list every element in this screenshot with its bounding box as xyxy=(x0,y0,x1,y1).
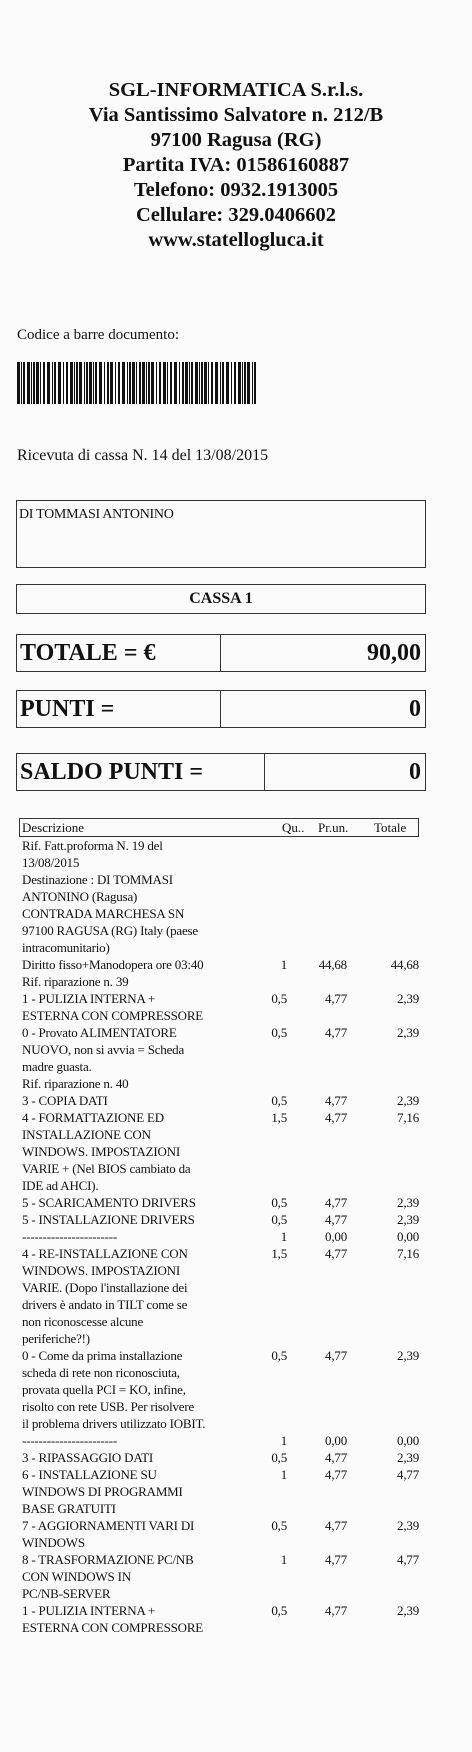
item-description-line: WINDOWS xyxy=(22,1535,85,1550)
item-row xyxy=(22,990,427,1024)
barcode-bar xyxy=(47,362,50,404)
item-unit-price: 4,77 xyxy=(325,1450,347,1465)
barcode-bar xyxy=(66,362,68,404)
barcode-bar xyxy=(238,362,241,404)
item-description-line: VARIE + (Nel BIOS cambiato da xyxy=(22,1161,191,1176)
saldo-punti-value: 0 xyxy=(264,753,426,791)
item-row xyxy=(22,1517,427,1551)
item-description-line: 1 - PULIZIA INTERNA + xyxy=(22,991,156,1006)
barcode-bar xyxy=(167,362,168,404)
item-quantity: 0,5 xyxy=(271,1195,287,1210)
item-description xyxy=(22,1466,262,1517)
item-description xyxy=(22,871,262,956)
item-description xyxy=(22,973,262,990)
item-unit-price: 4,77 xyxy=(325,1212,347,1227)
item-total: 7,16 xyxy=(397,1110,419,1125)
item-description-line: drivers è andato in TILT come se xyxy=(22,1297,188,1312)
item-description xyxy=(22,1194,262,1211)
item-description xyxy=(22,1517,262,1551)
item-description xyxy=(22,1109,262,1194)
item-quantity: 0,5 xyxy=(271,1025,287,1040)
barcode-bar xyxy=(247,362,250,404)
barcode-bar xyxy=(76,362,78,404)
barcode-bar xyxy=(31,362,32,404)
punti-label: PUNTI = xyxy=(16,690,221,728)
item-description-line: non riconoscesse alcune xyxy=(22,1314,144,1329)
barcode-bar xyxy=(86,362,88,404)
item-row xyxy=(22,1245,427,1347)
barcode-bar xyxy=(254,362,256,404)
barcode-bar xyxy=(58,362,61,404)
item-quantity: 1,5 xyxy=(271,1246,287,1261)
item-unit-price: 4,77 xyxy=(325,991,347,1006)
barcode-bar xyxy=(139,362,141,404)
header-quantity: Qu.. xyxy=(282,820,305,835)
item-quantity: 0,5 xyxy=(271,1348,287,1363)
barcode-label: Codice a barre documento: xyxy=(17,327,180,343)
barcode-bar xyxy=(215,362,218,404)
barcode-bar xyxy=(115,362,116,404)
barcode-bar xyxy=(195,362,198,404)
company-header xyxy=(0,78,472,253)
barcode-bar xyxy=(127,362,128,404)
item-description xyxy=(22,1075,262,1092)
item-description-line: madre guasta. xyxy=(22,1059,92,1074)
barcode-bar xyxy=(244,362,246,404)
item-description-line: CONTRADA MARCHESA SN xyxy=(22,906,185,921)
barcode-bar xyxy=(84,362,85,404)
item-description-line: ANTONINO (Ragusa) xyxy=(22,889,138,904)
item-row xyxy=(22,1228,427,1245)
item-description xyxy=(22,1211,262,1228)
item-total: 2,39 xyxy=(397,1348,419,1363)
barcode-bar xyxy=(27,362,30,404)
item-unit-price: 4,77 xyxy=(325,1246,347,1261)
company-city: 97100 Ragusa (RG) xyxy=(150,129,322,151)
item-unit-price: 4,77 xyxy=(325,1603,347,1618)
item-unit-price: 4,77 xyxy=(325,1467,347,1482)
barcode-bar xyxy=(211,362,213,404)
barcode-bar xyxy=(170,362,172,404)
barcode-bar xyxy=(136,362,137,404)
barcode-bar xyxy=(142,362,145,404)
barcode-bar xyxy=(95,362,97,404)
items-list xyxy=(22,837,427,1636)
item-quantity: 0,5 xyxy=(271,1093,287,1108)
barcode-bar xyxy=(146,362,147,404)
cassa-box xyxy=(16,584,426,614)
item-total: 2,39 xyxy=(397,991,419,1006)
item-total: 0,00 xyxy=(397,1229,419,1244)
item-total: 2,39 xyxy=(397,1450,419,1465)
item-row xyxy=(22,1024,427,1075)
item-quantity: 1 xyxy=(280,1467,287,1482)
item-row xyxy=(22,871,427,956)
barcode-bar xyxy=(52,362,53,404)
item-total: 2,39 xyxy=(397,1025,419,1040)
item-description xyxy=(22,1449,262,1466)
receipt-number: Ricevuta di cassa N. 14 del 13/08/2015 xyxy=(17,447,269,464)
barcode-bar xyxy=(93,362,94,404)
item-description xyxy=(22,956,262,973)
barcode-bar xyxy=(54,362,56,404)
barcode-bar xyxy=(159,362,161,404)
item-description xyxy=(22,1347,262,1432)
barcode-bar xyxy=(226,362,229,404)
item-quantity: 1 xyxy=(280,1552,287,1567)
item-row xyxy=(22,973,427,990)
item-description-line: PC/NB-SERVER xyxy=(22,1586,111,1601)
barcode-bar xyxy=(107,362,109,404)
punti-row xyxy=(16,690,426,728)
barcode-bar xyxy=(234,362,236,404)
item-description-line: risolto con rete USB. Per risolvere xyxy=(22,1399,195,1414)
barcode-bar xyxy=(163,362,166,404)
barcode-bar xyxy=(129,362,131,404)
document-barcode xyxy=(17,362,257,404)
item-unit-price: 4,77 xyxy=(325,1518,347,1533)
cassa-label: CASSA 1 xyxy=(189,590,253,607)
item-description-line: Destinazione : DI TOMMASI xyxy=(22,872,173,887)
barcode-bar xyxy=(104,362,105,404)
item-description-line: VARIE. (Dopo l'installazione dei xyxy=(22,1280,188,1295)
barcode-bar xyxy=(242,362,243,404)
barcode-bar xyxy=(70,362,73,404)
item-description xyxy=(22,1024,262,1075)
item-description-line: Rif. Fatt.proforma N. 19 del xyxy=(22,838,163,853)
item-description-line: ESTERNA CON COMPRESSORE xyxy=(22,1008,204,1023)
item-unit-price: 4,77 xyxy=(325,1552,347,1567)
barcode-bar xyxy=(201,362,203,404)
saldo-punti-row xyxy=(16,753,426,791)
barcode-bar xyxy=(89,362,92,404)
item-row xyxy=(22,1551,427,1602)
company-name: SGL-INFORMATICA S.r.l.s. xyxy=(108,79,364,101)
item-description-line: WINDOWS. IMPOSTAZIONI xyxy=(22,1144,180,1159)
header-description: Descrizione xyxy=(22,820,85,835)
barcode-bar xyxy=(79,362,82,404)
item-row xyxy=(22,1449,427,1466)
punti-value: 0 xyxy=(220,690,426,728)
item-description-line: WINDOWS. IMPOSTAZIONI xyxy=(22,1263,180,1278)
item-row xyxy=(22,1092,427,1109)
item-description-line: 97100 RAGUSA (RG) Italy (paese xyxy=(22,923,198,938)
items-table-header xyxy=(19,818,419,837)
item-quantity: 0,5 xyxy=(271,991,287,1006)
item-description-line: 0 - Provato ALIMENTATORE xyxy=(22,1025,177,1040)
barcode-bar xyxy=(99,362,102,404)
item-description-line: 7 - AGGIORNAMENTI VARI DI xyxy=(22,1518,195,1533)
item-total: 0,00 xyxy=(397,1433,419,1448)
item-description-line: WINDOWS DI PROGRAMMI xyxy=(22,1484,183,1499)
totale-label: TOTALE = € xyxy=(16,634,221,672)
barcode-bar xyxy=(156,362,157,404)
item-quantity: 1 xyxy=(280,1229,287,1244)
item-description-line: scheda di rete non riconosciuta, xyxy=(22,1365,180,1380)
item-description-line: 8 - TRASFORMAZIONE PC/NB xyxy=(22,1552,194,1567)
item-description xyxy=(22,1245,262,1347)
item-description-line: INSTALLAZIONE CON xyxy=(22,1127,151,1142)
item-description-line: NUOVO, non si avvia = Scheda xyxy=(22,1042,185,1057)
item-description-line: 3 - COPIA DATI xyxy=(22,1093,108,1108)
totale-row xyxy=(16,634,426,672)
company-website: www.statellogluca.it xyxy=(148,229,324,251)
barcode-bar xyxy=(174,362,177,404)
item-row xyxy=(22,1432,427,1449)
item-total: 2,39 xyxy=(397,1518,419,1533)
item-total: 4,77 xyxy=(397,1552,419,1567)
saldo-punti-label: SALDO PUNTI = xyxy=(16,753,265,791)
item-description-line: Rif. riparazione n. 40 xyxy=(22,1076,129,1091)
item-description xyxy=(22,990,262,1024)
barcode-bar xyxy=(40,362,41,404)
header-unit-price: Pr.un. xyxy=(318,820,349,835)
item-description-line: 5 - INSTALLAZIONE DRIVERS xyxy=(22,1212,195,1227)
item-description-line: periferiche?!) xyxy=(22,1331,90,1346)
barcode-bar xyxy=(148,362,150,404)
item-description-line: 6 - INSTALLAZIONE SU xyxy=(22,1467,157,1482)
item-description-line: ----------------------- xyxy=(22,1433,117,1448)
barcode-bar xyxy=(63,362,64,404)
barcode-bar xyxy=(151,362,154,404)
barcode-bar xyxy=(122,362,125,404)
item-description-line: BASE GRATUITI xyxy=(22,1501,116,1516)
item-description xyxy=(22,1092,262,1109)
item-description-line: ESTERNA CON COMPRESSORE xyxy=(22,1620,204,1635)
barcode-bar xyxy=(118,362,120,404)
item-description-line: intracomunitario) xyxy=(22,940,110,955)
item-total: 4,77 xyxy=(397,1467,419,1482)
barcode-bar xyxy=(220,362,221,404)
barcode-bar xyxy=(21,362,22,404)
barcode-bar xyxy=(182,362,184,404)
item-description-line: 5 - SCARICAMENTO DRIVERS xyxy=(22,1195,196,1210)
item-description-line: 3 - RIPASSAGGIO DATI xyxy=(22,1450,153,1465)
item-quantity: 0,5 xyxy=(271,1518,287,1533)
item-description xyxy=(22,837,262,871)
item-row xyxy=(22,1109,427,1194)
company-mobile: Cellulare: 329.0406602 xyxy=(135,204,337,226)
item-total: 2,39 xyxy=(397,1603,419,1618)
company-phone: Telefono: 0932.1913005 xyxy=(133,179,339,201)
barcode-bar xyxy=(222,362,224,404)
item-quantity: 0,5 xyxy=(271,1603,287,1618)
barcode-bar xyxy=(43,362,45,404)
item-description xyxy=(22,1602,262,1636)
barcode-bar xyxy=(208,362,209,404)
item-row xyxy=(22,956,427,973)
item-unit-price: 0,00 xyxy=(325,1433,347,1448)
item-total: 44,68 xyxy=(390,957,419,972)
item-description xyxy=(22,1551,262,1602)
barcode-bar xyxy=(204,362,207,404)
header-total: Totale xyxy=(374,820,407,835)
item-unit-price: 4,77 xyxy=(325,1110,347,1125)
item-description-line: 0 - Come da prima installazione xyxy=(22,1348,183,1363)
item-description-line: CON WINDOWS IN xyxy=(22,1569,131,1584)
item-quantity: 1,5 xyxy=(271,1110,287,1125)
barcode-bar xyxy=(36,362,39,404)
item-unit-price: 44,68 xyxy=(318,957,347,972)
item-quantity: 1 xyxy=(280,957,287,972)
barcode-bar xyxy=(252,362,253,404)
barcode-bar xyxy=(74,362,75,404)
item-row xyxy=(22,1194,427,1211)
item-description xyxy=(22,1228,262,1245)
barcode-bar xyxy=(110,362,113,404)
item-quantity: 0,5 xyxy=(271,1212,287,1227)
barcode-bar xyxy=(179,362,180,404)
item-total: 2,39 xyxy=(397,1093,419,1108)
company-address: Via Santissimo Salvatore n. 212/B xyxy=(88,104,384,126)
barcode-bar xyxy=(199,362,200,404)
item-unit-price: 0,00 xyxy=(325,1229,347,1244)
barcode-bar xyxy=(231,362,232,404)
barcode-bar xyxy=(185,362,188,404)
company-vat: Partita IVA: 01586160887 xyxy=(122,154,350,176)
item-unit-price: 4,77 xyxy=(325,1195,347,1210)
item-row xyxy=(22,837,427,871)
item-description-line: IDE ad AHCI). xyxy=(22,1178,99,1193)
item-row xyxy=(22,1347,427,1432)
totale-value: 90,00 xyxy=(220,634,426,672)
item-row xyxy=(22,1466,427,1517)
item-row xyxy=(22,1602,427,1636)
item-description-line: 1 - PULIZIA INTERNA + xyxy=(22,1603,156,1618)
item-description xyxy=(22,1432,262,1449)
item-quantity: 1 xyxy=(280,1433,287,1448)
customer-name: DI TOMMASI ANTONINO xyxy=(19,507,174,522)
barcode-bar xyxy=(23,362,25,404)
item-total: 2,39 xyxy=(397,1195,419,1210)
barcode-bar xyxy=(132,362,135,404)
barcode-bar xyxy=(33,362,35,404)
item-quantity: 0,5 xyxy=(271,1450,287,1465)
item-description-line: provata quella PCI = KO, infine, xyxy=(22,1382,186,1397)
item-description-line: il problema drivers utilizzato IOBIT. xyxy=(22,1416,206,1431)
item-description-line: Diritto fisso+Manodopera ore 03:40 xyxy=(22,957,204,972)
item-description-line: Rif. riparazione n. 39 xyxy=(22,974,129,989)
item-row xyxy=(22,1075,427,1092)
barcode-bar xyxy=(189,362,190,404)
item-row xyxy=(22,1211,427,1228)
item-description-line: 4 - FORMATTAZIONE ED xyxy=(22,1110,164,1125)
customer-name-box xyxy=(16,500,426,568)
item-unit-price: 4,77 xyxy=(325,1348,347,1363)
item-total: 2,39 xyxy=(397,1212,419,1227)
item-description-line: ----------------------- xyxy=(22,1229,117,1244)
item-description-line: 13/08/2015 xyxy=(22,855,80,870)
item-unit-price: 4,77 xyxy=(325,1093,347,1108)
barcode-bar xyxy=(17,362,20,404)
item-description-line: 4 - RE-INSTALLAZIONE CON xyxy=(22,1246,188,1261)
barcode-bar xyxy=(191,362,193,404)
item-unit-price: 4,77 xyxy=(325,1025,347,1040)
item-total: 7,16 xyxy=(397,1246,419,1261)
